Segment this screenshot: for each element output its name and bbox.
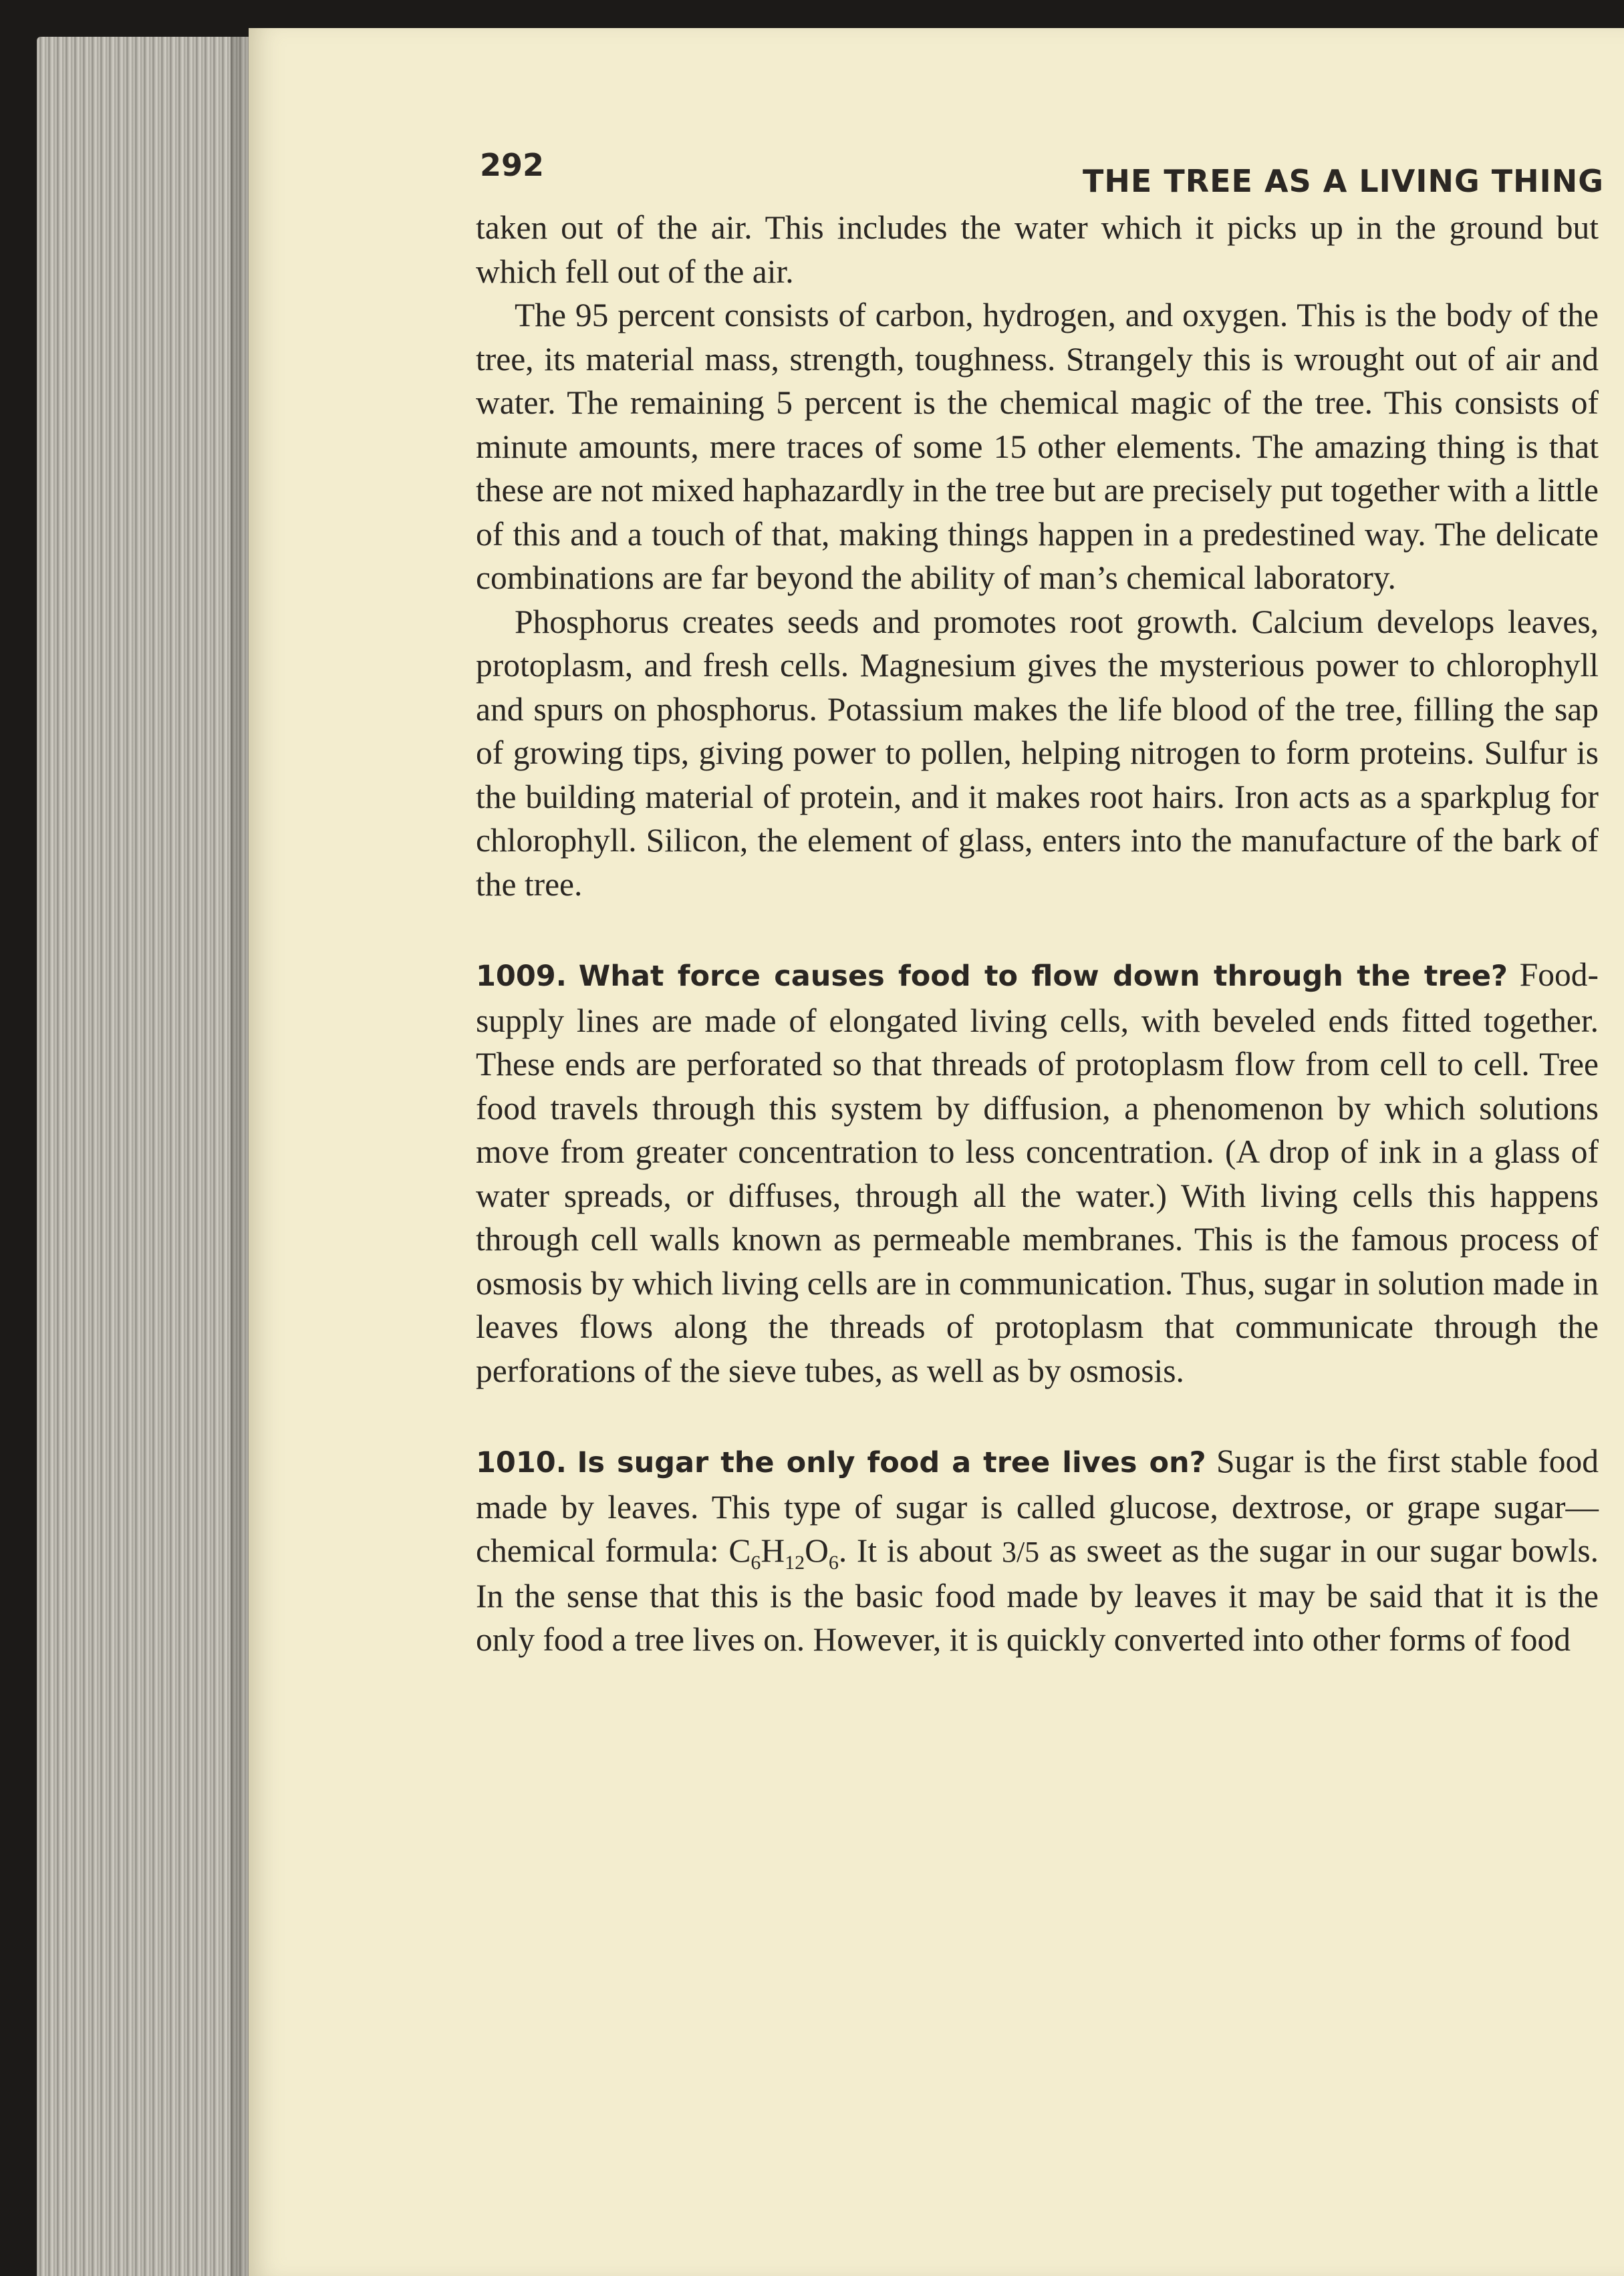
fraction: 3/5: [1001, 1536, 1040, 1568]
chemical-formula: [728, 1532, 839, 1574]
question-heading: What force causes food to flow down through the tree?: [578, 960, 1508, 993]
page-number: 292: [480, 147, 545, 183]
answer-text: Food-supply lines are made of elongated living cells, with beveled ends fitted together. These ends are perforated so that threads of protoplasm flow from cell to cell. Tree food travels through this system by diffusion, a phenomenon by which solutions move from greater concentration to less concentration. (A drop of ink in a glass of water spreads, or diffuses, through all the water.) With living cells this happens through cell walls known as permeable membranes. This is the famous process of osmosis by which living cells are in communication. Thus, sugar in solution made in leaves flows along the threads of protoplasm that communicate through the perforations of the sieve tubes, as well as by osmosis.: [476, 956, 1599, 1389]
answer-text-part2: . It is about: [838, 1532, 1002, 1569]
page-body: [476, 206, 1599, 1662]
formula-hydrogen-count: 12: [785, 1551, 805, 1574]
book-page-edges: [37, 37, 257, 2276]
page-header: [468, 147, 1604, 207]
question-1009: [476, 953, 1599, 1393]
paragraph-minerals: Phosphorus creates seeds and promotes root growth. Calcium develops leaves, protoplasm, and fresh cells. Magnesium gives the mysterious power to chlorophyll and spurs on phosphorus. Potassium makes the life blood of the tree, filling the sap of growing tips, giving power to pollen, helping nitrogen to form proteins. Sulfur is the building material of protein, and it makes root hairs. Iron acts as a sparkplug for chlorophyll. Silicon, the element of glass, enters into the manufacture of the bark of the tree.: [476, 603, 1599, 903]
question-1010: [476, 1439, 1599, 1662]
paragraph-elements: The 95 percent consists of carbon, hydrogen, and oxygen. This is the body of the tree, its material mass, strength, toughness. Strangely this is wrought out of air and water. The remaining 5 percent is the chemical magic of the tree. This consists of minute amounts, mere traces of some 15 other elements. The amazing thing is that these are not mixed haphazardly in the tree but are precisely put together with a little of this and a touch of that, making things happen in a predestined way. The delicate combinations are far beyond the ability of man’s chemical laboratory.: [476, 297, 1599, 596]
formula-hydrogen: H: [761, 1532, 785, 1569]
answer-text-part3: as sweet as the sugar in our sugar bowls. In the sense that this is the basic food made by leaves it may be said that it is the only food a tree lives on. However, it is quickly converted into other forms of food: [476, 1532, 1599, 1658]
question-number: 1010.: [476, 1446, 567, 1479]
question-heading: Is sugar the only food a tree lives on?: [577, 1446, 1206, 1479]
running-head: THE TREE AS A LIVING THING: [1083, 163, 1604, 199]
formula-carbon-count: 6: [751, 1551, 761, 1574]
formula-oxygen-count: 6: [828, 1551, 839, 1574]
answer-text-part1: Sugar is the first stable food made by leaves. This type of sugar is called glucose, dextrose, or grape sugar—chemical formula:: [476, 1443, 1599, 1569]
question-number: 1009.: [476, 960, 567, 993]
formula-carbon: C: [728, 1532, 751, 1569]
paragraph-continued: taken out of the air. This includes the water which it picks up in the ground but which fell out of the air.: [476, 209, 1599, 290]
formula-oxygen: O: [805, 1532, 829, 1569]
